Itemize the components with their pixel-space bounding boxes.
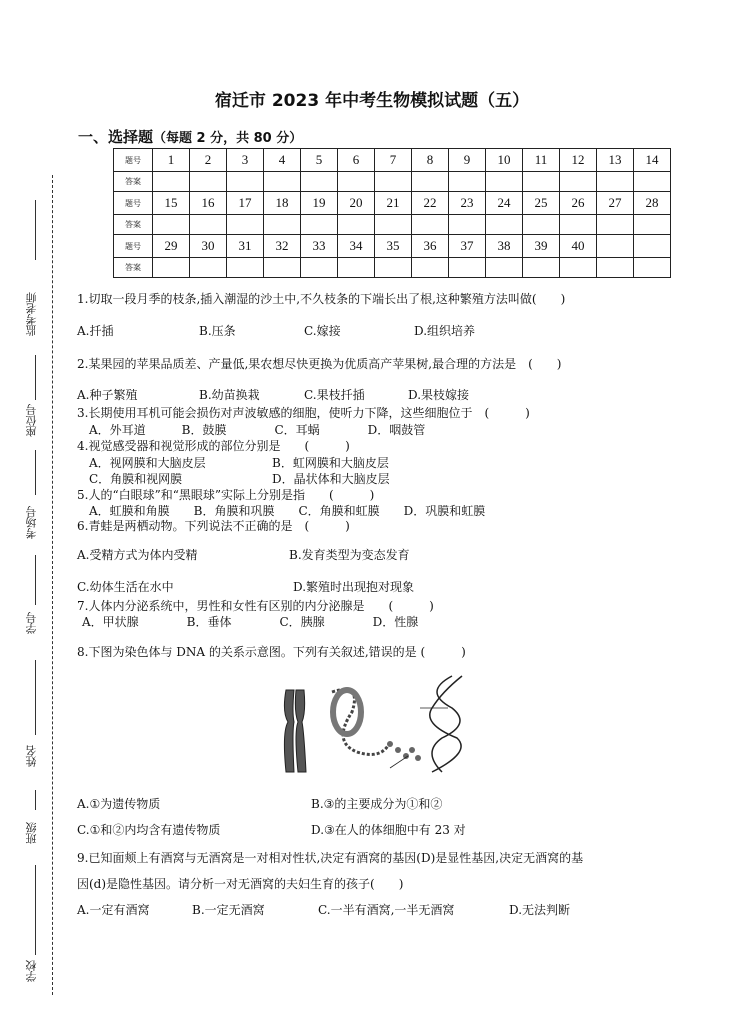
side-label-name: 姓名	[25, 745, 38, 767]
coiled-fiber-icon	[332, 690, 390, 755]
answer-cell[interactable]	[560, 215, 597, 235]
answer-cell[interactable]	[412, 258, 449, 278]
question-9-line2: 因(d)是隐性基因。请分析一对无酒窝的夫妇生育的孩子( )	[77, 877, 404, 891]
question-number-cell: 25	[523, 192, 560, 215]
answer-cell[interactable]	[449, 215, 486, 235]
answer-cell[interactable]	[338, 215, 375, 235]
nucleosome-beads	[387, 741, 421, 761]
question-number-cell: 24	[486, 192, 523, 215]
option-4b: B．虹网膜和大脑皮层	[272, 456, 389, 470]
answer-cell[interactable]	[264, 172, 301, 192]
option-6b: B.发育类型为变态发育	[289, 548, 410, 562]
underline	[35, 790, 36, 810]
question-number-cell: 7	[375, 149, 412, 172]
question-number-cell: 17	[227, 192, 264, 215]
question-number-cell: 18	[264, 192, 301, 215]
question-number-cell: 5	[301, 149, 338, 172]
question-number-cell: 22	[412, 192, 449, 215]
answer-cell[interactable]	[560, 172, 597, 192]
question-4: 4.视觉感受器和视觉形成的部位分别是 ( )	[77, 439, 350, 453]
table-row-answers	[114, 258, 671, 278]
option-2d: D.果枝嫁接	[408, 388, 470, 402]
answer-cell[interactable]	[523, 172, 560, 192]
question-number-cell: 32	[264, 235, 301, 258]
question-number-cell: 15	[153, 192, 190, 215]
option-1d: D.组织培养	[414, 324, 476, 338]
leader-line	[390, 756, 408, 768]
row-label-answer: 答案	[114, 215, 153, 235]
answer-cell[interactable]	[301, 172, 338, 192]
question-number-cell: 29	[153, 235, 190, 258]
answer-cell[interactable]	[375, 215, 412, 235]
answer-cell[interactable]	[634, 258, 671, 278]
answer-cell[interactable]	[153, 172, 190, 192]
option-6a: A.受精方式为体内受精	[77, 548, 198, 562]
answer-cell[interactable]	[153, 258, 190, 278]
table-row-numbers	[114, 192, 671, 215]
question-number-cell: 34	[338, 235, 375, 258]
answer-cell[interactable]	[338, 172, 375, 192]
answer-cell[interactable]	[412, 215, 449, 235]
answer-cell[interactable]	[597, 215, 634, 235]
question-number-cell: 31	[227, 235, 264, 258]
answer-cell[interactable]	[486, 172, 523, 192]
question-2: 2.某果园的苹果品质差、产量低,果农想尽快更换为优质高产苹果树,最合理的方法是 ( )	[77, 357, 562, 371]
option-9c: C.一半有酒窝,一半无酒窝	[318, 903, 455, 917]
question-number-cell: 1	[153, 149, 190, 172]
section-heading	[78, 126, 302, 147]
answer-cell[interactable]	[190, 258, 227, 278]
question-number-cell: 8	[412, 149, 449, 172]
underline	[35, 555, 36, 605]
answer-cell[interactable]	[449, 258, 486, 278]
question-number-cell: 4	[264, 149, 301, 172]
answer-cell[interactable]	[486, 215, 523, 235]
answer-cell[interactable]	[301, 215, 338, 235]
question-number-cell: 38	[486, 235, 523, 258]
question-number-cell: 40	[560, 235, 597, 258]
answer-cell[interactable]	[486, 258, 523, 278]
option-4a: A．视网膜和大脑皮层	[89, 456, 206, 470]
answer-cell[interactable]	[301, 258, 338, 278]
row-label-number: 题号	[114, 192, 153, 215]
question-number-cell: 16	[190, 192, 227, 215]
side-label-student-id: 学号	[25, 612, 38, 634]
option-9b: B.一定无酒窝	[192, 903, 265, 917]
question-number-cell: 2	[190, 149, 227, 172]
option-1b: B.压条	[199, 324, 236, 338]
answer-cell[interactable]	[560, 258, 597, 278]
option-9d: D.无法判断	[509, 903, 571, 917]
option-4c: C．角膜和视网膜	[89, 472, 183, 486]
answer-cell[interactable]	[264, 258, 301, 278]
question-number-cell: 10	[486, 149, 523, 172]
question-number-cell: 12	[560, 149, 597, 172]
row-label-number: 题号	[114, 235, 153, 258]
option-1a: A.扦插	[77, 324, 114, 338]
options-7: A．甲状腺 B．垂体 C．胰腺 D．性腺	[82, 615, 419, 629]
answer-cell[interactable]	[523, 258, 560, 278]
question-number-cell	[597, 235, 634, 258]
answer-cell[interactable]	[634, 215, 671, 235]
option-6d: D.繁殖时出现抱对现象	[293, 580, 415, 594]
answer-cell[interactable]	[597, 258, 634, 278]
table-row-numbers	[114, 235, 671, 258]
row-label-answer: 答案	[114, 172, 153, 192]
question-number-cell: 20	[338, 192, 375, 215]
section-title: 一、选择题	[78, 128, 154, 146]
chromosome-icon	[284, 690, 306, 772]
question-9-line1: 9.已知面颊上有酒窝与无酒窝是一对相对性状,决定有酒窝的基因(D)是显性基因,决定无酒窝的基	[77, 851, 584, 865]
question-number-cell: 26	[560, 192, 597, 215]
option-1c: C.嫁接	[304, 324, 341, 338]
chromosome-dna-figure	[272, 672, 472, 780]
option-6c: C.幼体生活在水中	[77, 580, 174, 594]
answer-cell[interactable]	[227, 215, 264, 235]
question-8: 8.下图为染色体与 DNA 的关系示意图。下列有关叙述,错误的是 ( )	[77, 645, 466, 659]
question-number-cell: 23	[449, 192, 486, 215]
question-number-cell: 11	[523, 149, 560, 172]
option-8b: B.③的主要成分为①和②	[311, 797, 443, 811]
question-number-cell: 27	[597, 192, 634, 215]
answer-cell[interactable]	[190, 172, 227, 192]
underline	[35, 865, 36, 955]
side-label-proctor: 监考老师	[25, 292, 38, 336]
answer-cell[interactable]	[227, 172, 264, 192]
underline	[35, 450, 36, 495]
option-2b: B.幼苗换栽	[199, 388, 260, 402]
question-number-cell: 14	[634, 149, 671, 172]
question-6: 6.青蛙是两栖动物。下列说法不正确的是 ( )	[77, 519, 350, 533]
answer-cell[interactable]	[264, 215, 301, 235]
answer-cell[interactable]	[412, 172, 449, 192]
page-title: 宿迁市 2023 年中考生物模拟试题（五）	[214, 91, 530, 111]
question-number-cell: 30	[190, 235, 227, 258]
question-7: 7.人体内分泌系统中，男性和女性有区别的内分泌腺是 ( )	[77, 599, 434, 613]
question-number-cell: 13	[597, 149, 634, 172]
option-8d: D.③在人的体细胞中有 23 对	[311, 823, 466, 837]
question-number-cell: 21	[375, 192, 412, 215]
option-2a: A.种子繁殖	[77, 388, 138, 402]
answer-cell[interactable]	[449, 172, 486, 192]
answer-cell[interactable]	[190, 215, 227, 235]
row-label-number: 题号	[114, 149, 153, 172]
table-row-answers	[114, 172, 671, 192]
question-number-cell: 28	[634, 192, 671, 215]
question-number-cell: 33	[301, 235, 338, 258]
answer-cell[interactable]	[634, 172, 671, 192]
table-row-numbers	[114, 149, 671, 172]
answer-cell[interactable]	[227, 258, 264, 278]
question-5: 5.人的“白眼球”和“黑眼球”实际上分别是指 ( )	[77, 488, 375, 502]
answer-cell[interactable]	[597, 172, 634, 192]
question-3: 3.长期使用耳机可能会损伤对声波敏感的细胞，使听力下降，这些细胞位于 ( )	[77, 406, 530, 420]
question-number-cell: 3	[227, 149, 264, 172]
option-8a: A.①为遗传物质	[77, 797, 161, 811]
question-number-cell: 19	[301, 192, 338, 215]
question-number-cell: 35	[375, 235, 412, 258]
question-number-cell: 36	[412, 235, 449, 258]
question-number-cell: 37	[449, 235, 486, 258]
answer-cell[interactable]	[523, 215, 560, 235]
option-2c: C.果枝扦插	[304, 388, 365, 402]
dna-helix-icon	[430, 676, 462, 772]
table-row-answers	[114, 215, 671, 235]
options-3: A．外耳道 B．鼓膜 C．耳蜗 D．咽鼓管	[89, 423, 426, 437]
answer-cell[interactable]	[375, 258, 412, 278]
answer-table	[113, 148, 671, 278]
side-label-school: 学校	[25, 960, 38, 982]
question-number-cell: 9	[449, 149, 486, 172]
answer-cell[interactable]	[375, 172, 412, 192]
side-label-seat: 座位号	[25, 404, 38, 437]
side-label-room: 考场号	[25, 506, 38, 539]
options-5: A．虹膜和角膜 B．角膜和巩膜 C．角膜和虹膜 D．巩膜和虹膜	[89, 504, 486, 518]
question-number-cell	[634, 235, 671, 258]
underline	[35, 200, 36, 260]
question-number-cell: 6	[338, 149, 375, 172]
question-number-cell: 39	[523, 235, 560, 258]
binding-line	[52, 175, 53, 995]
side-label-class: 班级	[25, 822, 38, 844]
answer-cell[interactable]	[338, 258, 375, 278]
row-label-answer: 答案	[114, 258, 153, 278]
underline	[35, 355, 36, 400]
answer-cell[interactable]	[153, 215, 190, 235]
question-1: 1.切取一段月季的枝条,插入潮湿的沙土中,不久枝条的下端长出了根,这种繁殖方法叫做( )	[77, 292, 566, 306]
option-4d: D．晶状体和大脑皮层	[272, 472, 390, 486]
option-9a: A.一定有酒窝	[77, 903, 150, 917]
underline	[35, 660, 36, 735]
option-8c: C.①和②内均含有遗传物质	[77, 823, 221, 837]
section-note: （每题 2 分，共 80 分）	[153, 131, 303, 146]
